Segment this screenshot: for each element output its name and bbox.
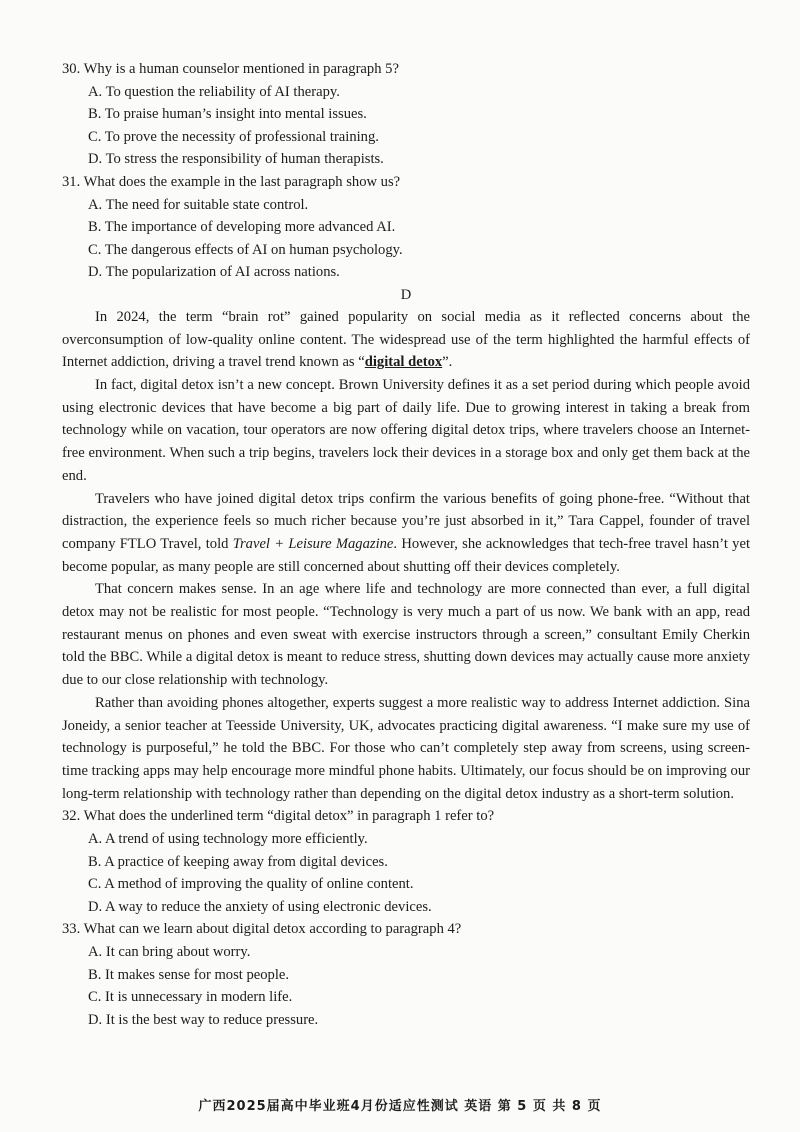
passage-paragraph-1 — [62, 306, 750, 374]
question-32 — [62, 805, 750, 918]
option-b: B. A practice of keeping away from digital devices. — [88, 853, 388, 870]
option-a: A. A trend of using technology more efficiently. — [88, 831, 368, 847]
option-d: D. To stress the responsibility of human therapists. — [88, 151, 384, 168]
question-stem: 30. Why is a human counselor mentioned in paragraph 5? — [62, 61, 399, 77]
passage-paragraph-3 — [62, 488, 750, 579]
option-b: B. The importance of developing more advanced AI. — [88, 219, 396, 236]
option-a: A. To question the reliability of AI therapy. — [88, 83, 340, 100]
option-d: D. It is the best way to reduce pressure. — [88, 1011, 319, 1028]
question-stem: 32. What does the underlined term “digital detox” in paragraph 1 refer to? — [62, 808, 495, 825]
text-span: In 2024, the term “brain rot” gained popularity on social media as it reflected concerns about the overconsumption of low-quality online content. The widespread use of the term highlighted the harmful effects of Internet addiction, driving a travel trend known as “ — [62, 308, 750, 371]
text-span: ”. — [442, 354, 453, 371]
option-b: B. It makes sense for most people. — [88, 966, 290, 983]
text-span: . However, she acknowledges that tech-free travel hasn’t yet become popular, as many people are still concerned about shutting off their devices completely. — [62, 535, 751, 575]
option-a: A. It can bring about worry. — [88, 943, 251, 960]
option-a: A. The need for suitable state control. — [88, 196, 309, 213]
option-d: D. The popularization of AI across nations. — [88, 264, 340, 281]
option-c: C. It is unnecessary in modern life. — [88, 989, 293, 1006]
question-stem: 31. What does the example in the last paragraph show us? — [62, 173, 401, 190]
option-c: C. The dangerous effects of AI on human psychology. — [88, 241, 403, 258]
underlined-term: digital detox — [364, 354, 443, 371]
question-33 — [62, 918, 750, 1031]
page-footer: 广西2025届高中毕业班4月份适应性测试 英语 第 5 页 共 8 页 — [198, 1099, 602, 1114]
passage-paragraph-2: In fact, digital detox isn’t a new concept. Brown University defines it as a set period during which people avoid using electronic devices that have become a big part of daily life. Due to growing interest in taking a break from technology while on vacation, tour operators are now offering digital detox trips, where travelers choose an Internet-free environment. When such a trip begins, travelers lock their devices in a storage box and only get them back at the end. — [62, 377, 750, 484]
question-stem: 33. What can we learn about digital detox according to paragraph 4? — [62, 921, 462, 938]
option-d: D. A way to reduce the anxiety of using electronic devices. — [88, 898, 432, 915]
exam-page — [62, 58, 750, 1031]
section-label: D — [400, 286, 412, 303]
magazine-title: Travel + Leisure Magazine — [232, 535, 394, 552]
text-span: Travelers who have joined digital detox trips confirm the various benefits of going phone-free. “Without that distraction, the experience feels so much richer because you’re just absorbed in it,” Tara Cappel, founder of travel company FTLO Travel, told — [62, 490, 750, 552]
question-30 — [62, 58, 750, 171]
question-31 — [62, 171, 750, 284]
reading-passage — [62, 306, 750, 805]
option-c: C. To prove the necessity of professional training. — [88, 128, 379, 145]
passage-paragraph-5: Rather than avoiding phones altogether, experts suggest a more realistic way to address Internet addiction. Sina Joneidy, a senior teacher at Teesside University, UK, advocates practicing digital awareness. “I make sure my use of technology is purposeful,” he told the BBC. For those who can’t completely step away from screens, using screen-time tracking apps may help encourage more mindful phone habits. Ultimately, our focus should be on improving our long-term relationship with technology rather than depending on the digital detox industry as a short-term solution. — [62, 694, 750, 802]
option-c: C. A method of improving the quality of online content. — [88, 876, 414, 893]
passage-paragraph-4: That concern makes sense. In an age where life and technology are more connected than ever, a full digital detox may not be realistic for most people. “Technology is very much a part of us now. We bank with an app, read restaurant menus on phones and even sweat with exercise instructors through a screen,” consultant Emily Cherkin told the BBC. While a digital detox is meant to reduce stress, shutting down devices may actually cause more anxiety due to our close relationship with technology. — [62, 581, 750, 689]
option-b: B. To praise human’s insight into mental issues. — [88, 106, 367, 123]
